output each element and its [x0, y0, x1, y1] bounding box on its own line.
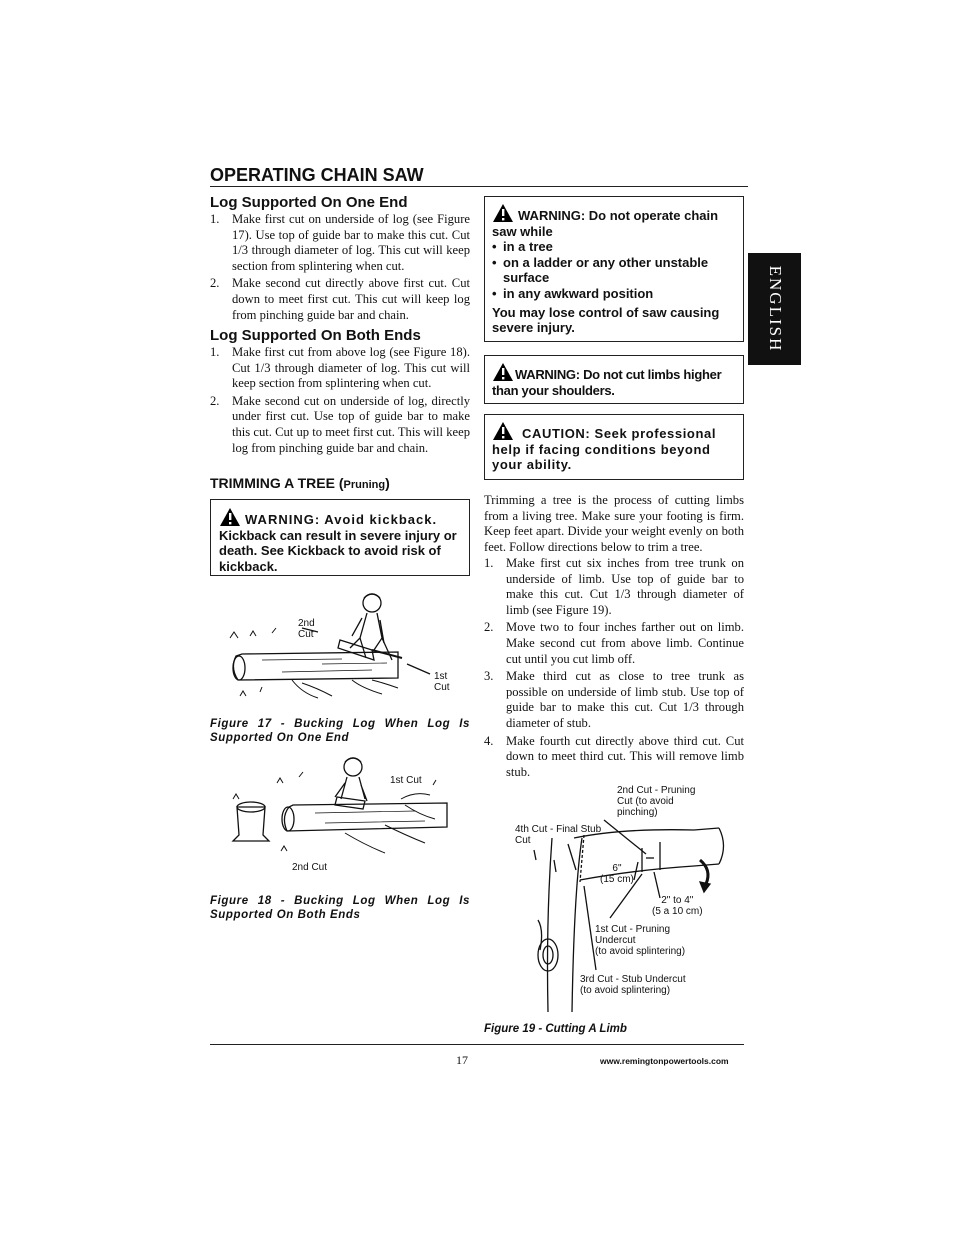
figure-19-label-2nd-cut: 2nd Cut - Pruning Cut (to avoid pinching) [617, 785, 696, 818]
log-one-end-heading: Log Supported On One End [210, 194, 408, 211]
trimming-steps [484, 556, 744, 782]
log-one-end-steps [210, 212, 470, 325]
list-item: 3. Make third cut as close to tree trunk as possible on underside of limb stub. Use top of guide bar to make this cut. Cut 1/3 through diameter of stub. [484, 669, 744, 730]
caution-triangle-icon [492, 421, 514, 441]
footer-rule [210, 1044, 744, 1045]
figure-17-label-2nd-cut: 2nd Cut [298, 618, 315, 640]
warning-triangle-icon [492, 203, 514, 223]
warning-triangle-icon [219, 507, 241, 527]
trimming-heading: TRIMMING A TREE (Pruning) [210, 475, 390, 491]
log-both-ends-steps [210, 345, 470, 458]
figure-19-label-6in: 6" (15 cm) [600, 863, 634, 885]
page-title: OPERATING CHAIN SAW [210, 165, 424, 185]
caution-box: CAUTION: Seek professional help if facing conditions beyond your ability. [484, 414, 744, 480]
kickback-warning-box: WARNING: Avoid kickback. Kickback can result in severe injury or death. See Kickback to avoid risk of kickback. [210, 499, 470, 576]
list-item: • on a ladder or any other unstable surface [492, 254, 709, 286]
figure-18-label-2nd-cut: 2nd Cut [292, 862, 328, 873]
list-item: 2. Make second cut on underside of log, directly under first cut. Use top of guide bar to make this cut. Cut up to meet first cut. This will keep log from pinching guide bar and chain. [210, 393, 470, 455]
list-item: 1. Make first cut from above log (see Figure 18). Cut 1/3 through diameter of log. This cut will keep section from splintering when cut. [210, 345, 470, 391]
list-item: • in any awkward position [492, 285, 654, 301]
figure-18-caption: Figure 18 - Bucking Log When Log Is Supported On Both Ends [210, 895, 470, 921]
page-number: 17 [456, 1053, 468, 1067]
figure-19-label-3rd-cut: 3rd Cut - Stub Undercut (to avoid splintering) [580, 974, 686, 996]
limbs-warning-box: WARNING: Do not cut limbs higher than your shoulders. [484, 355, 744, 404]
figure-19-label-4th-cut: 4th Cut - Final Stub Cut [515, 824, 602, 846]
figure-19-label-2to4: 2" to 4" (5 a 10 cm) [652, 895, 703, 917]
figure-18-illustration [225, 755, 470, 870]
list-item: 2. Make second cut directly above first cut. Cut down to meet first cut. This cut will keep log from pinching guide bar and chain. [210, 276, 470, 322]
trimming-intro: Trimming a tree is the process of cutting limbs from a living tree. Make sure your footing is firm. Keep feet apart. Divide your weight evenly on both feet. Follow directions below to trim a tree. [484, 493, 744, 554]
figure-19-caption: Figure 19 - Cutting A Limb [484, 1023, 627, 1035]
list-item: 1. Make first cut on underside of log (see Figure 17). Use top of guide bar to make this cut. Cut 1/3 through diameter of log. This cut will keep section from splintering when cut. [210, 212, 470, 273]
figure-18-label-1st-cut: 1st Cut [390, 775, 422, 786]
list-item: 2. Move two to four inches farther out on limb. Make second cut from above limb. Continue cut until you cut limb off. [484, 620, 744, 666]
list-item: 4. Make fourth cut directly above third cut. Cut down to meet third cut. This will remove limb stub. [484, 733, 744, 779]
log-both-ends-heading: Log Supported On Both Ends [210, 327, 421, 344]
figure-17-illustration [222, 588, 467, 703]
figure-17-caption: Figure 17 - Bucking Log When Log Is Supported On One End [210, 718, 470, 744]
warning-triangle-icon [492, 362, 514, 382]
figure-17-label-1st-cut: 1st Cut [434, 671, 450, 693]
figure-19-label-1st-cut: 1st Cut - Pruning Undercut (to avoid splintering) [595, 924, 686, 957]
header-rule [210, 186, 748, 187]
footer-url: www.remingtonpowertools.com [600, 1056, 729, 1066]
operate-warning-box: WARNING: Do not operate chain saw while • in a tree • on a ladder or any other unstable surface • in any awkward position You may lose control of saw causing severe injury. [484, 196, 744, 342]
language-tab-label: ENGLISH [765, 265, 785, 353]
list-item: • in a tree [492, 239, 553, 255]
language-tab [748, 253, 801, 365]
list-item: 1. Make first cut six inches from tree trunk on underside of limb. Use top of guide bar to make this cut. Cut 1/3 through diameter of limb (see Figure 19). [484, 556, 744, 617]
